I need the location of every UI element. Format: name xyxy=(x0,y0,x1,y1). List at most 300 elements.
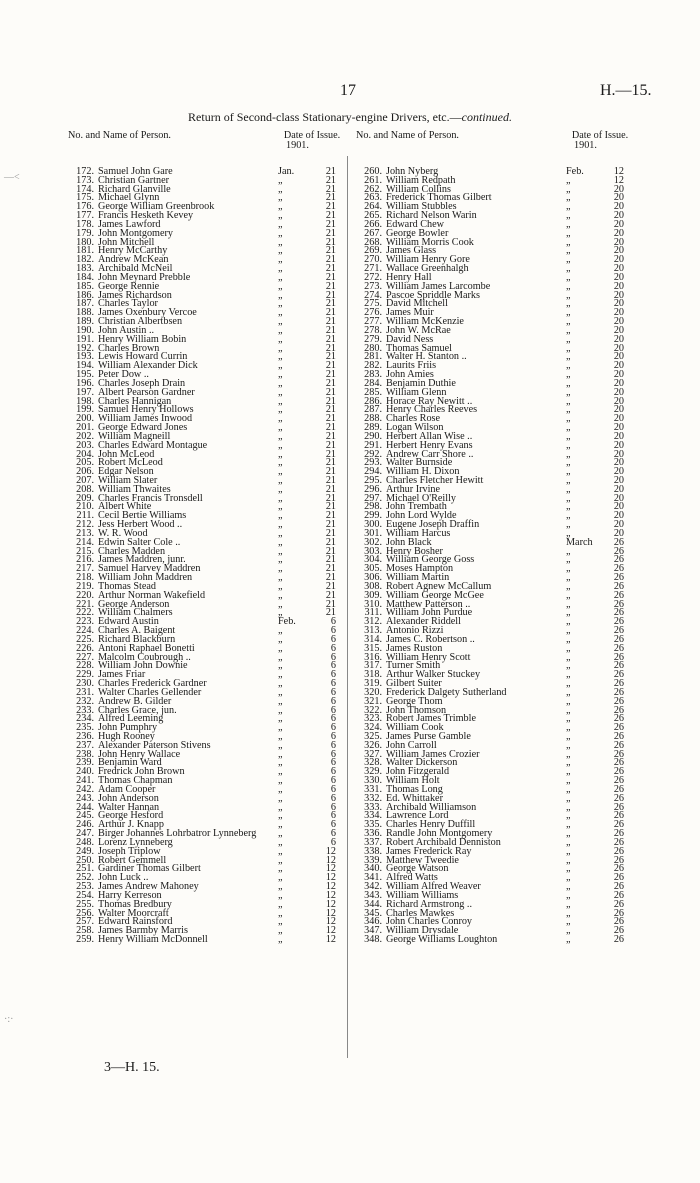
entry-number: 268. xyxy=(364,236,382,248)
issue-day: 21 xyxy=(325,466,336,478)
issue-day: 21 xyxy=(325,572,336,584)
issue-month: „ xyxy=(566,360,571,372)
person-name: William John Purdue xyxy=(386,607,473,619)
issue-day: 6 xyxy=(330,757,336,769)
issue-month: „ xyxy=(566,713,571,725)
person-name: George Anderson xyxy=(98,598,170,610)
issue-month: „ xyxy=(278,766,283,778)
issue-month: „ xyxy=(278,783,283,795)
person-name: Andrew McKean xyxy=(98,254,169,266)
entry-number: 214. xyxy=(76,536,94,548)
issue-day: 21 xyxy=(325,369,336,381)
issue-month: „ xyxy=(566,907,571,919)
issue-month: „ xyxy=(278,731,283,742)
issue-month: „ xyxy=(278,828,283,840)
entry-number: 198. xyxy=(76,395,94,407)
person-name: James Lawford xyxy=(98,218,161,230)
person-name: Eugene Joseph Draffin xyxy=(386,519,480,531)
issue-day: 20 xyxy=(613,210,624,222)
person-name: Adam Cooper xyxy=(98,783,156,795)
person-name: Christian Albertbsen xyxy=(98,316,183,328)
issue-day: 26 xyxy=(613,828,624,840)
person-name: Lewis Howard Currin xyxy=(98,351,188,363)
column-header-name: No. and Name of Person. xyxy=(356,130,459,141)
entry-number: 305. xyxy=(364,563,382,575)
left-column-header xyxy=(68,128,368,168)
issue-day: 20 xyxy=(613,271,624,283)
issue-day: 21 xyxy=(325,492,336,504)
column-header-year: 1901. xyxy=(286,140,309,151)
issue-day: 26 xyxy=(613,836,624,848)
issue-day: 20 xyxy=(613,298,624,310)
issue-day: 26 xyxy=(613,863,624,875)
entry-number: 257. xyxy=(76,916,94,928)
person-name: Richard Nelson Warin xyxy=(386,210,477,222)
entry-number: 302. xyxy=(364,536,382,548)
issue-day: 6 xyxy=(330,678,336,690)
person-name: John Lord Wylde xyxy=(386,510,457,522)
entry-number: 219. xyxy=(76,580,94,592)
person-name: William Morris Cook xyxy=(386,236,474,248)
entry-number: 337. xyxy=(364,836,382,848)
issue-day: 26 xyxy=(613,775,624,787)
list-item xyxy=(68,936,368,945)
person-name: Edward Rainsford xyxy=(98,916,173,928)
entry-number: 280. xyxy=(364,342,382,354)
entry-number: 220. xyxy=(76,589,94,601)
issue-month: „ xyxy=(566,722,571,734)
issue-day: 21 xyxy=(325,404,336,416)
person-name: James Frederick Ray xyxy=(386,845,472,857)
person-name: Jess Herbert Wood .. xyxy=(98,519,183,531)
issue-month: „ xyxy=(566,854,571,866)
issue-day: 20 xyxy=(613,439,624,451)
issue-day: 20 xyxy=(613,342,624,354)
entry-number: 346. xyxy=(364,916,382,928)
entry-number: 295. xyxy=(364,474,382,486)
issue-day: 21 xyxy=(325,316,336,328)
person-name: Frederick Thomas Gilbert xyxy=(386,192,492,204)
entry-number: 303. xyxy=(364,545,382,557)
issue-month: „ xyxy=(278,607,283,619)
person-name: John Trembath xyxy=(386,501,447,513)
issue-month: „ xyxy=(566,651,571,663)
entry-number: 318. xyxy=(364,669,382,681)
issue-month: „ xyxy=(278,545,283,557)
issue-month: „ xyxy=(566,925,571,937)
issue-day: 26 xyxy=(613,625,624,637)
issue-day: 12 xyxy=(613,174,624,186)
issue-day: 20 xyxy=(613,289,624,301)
issue-day: 20 xyxy=(613,316,624,328)
person-name: Henry Hall xyxy=(386,271,432,283)
entry-number: 348. xyxy=(364,934,382,946)
issue-month: „ xyxy=(278,757,283,769)
issue-day: 20 xyxy=(613,413,624,425)
person-name: Herbert Allan Wise .. xyxy=(386,430,473,442)
issue-month: „ xyxy=(566,395,571,407)
person-name: Arthur Norman Wakefield xyxy=(98,589,206,601)
person-name: William Martin xyxy=(386,572,450,584)
entry-number: 185. xyxy=(76,280,94,292)
entry-number: 330. xyxy=(364,775,382,787)
issue-day: 21 xyxy=(325,448,336,460)
issue-day: 6 xyxy=(330,731,336,742)
issue-day: 26 xyxy=(613,678,624,690)
person-name: William Slater xyxy=(98,474,158,486)
person-name: Lorenz Lynneberg xyxy=(98,836,173,848)
issue-day: 26 xyxy=(613,572,624,584)
entry-number: 285. xyxy=(364,386,382,398)
issue-day: 26 xyxy=(613,554,624,566)
issue-month: „ xyxy=(278,307,283,319)
person-name: Richard Armstrong .. xyxy=(386,898,473,910)
person-name: Walter Dickerson xyxy=(386,757,458,769)
entry-number: 260. xyxy=(364,166,382,177)
person-name: Edward Chew xyxy=(386,218,444,230)
person-name: John McLeod xyxy=(98,448,155,460)
person-name: Horace Ray Newitt .. xyxy=(386,395,473,407)
issue-month: „ xyxy=(278,898,283,910)
entry-number: 332. xyxy=(364,792,382,804)
entry-number: 179. xyxy=(76,227,94,239)
person-name: Archibald Williamson xyxy=(386,801,477,813)
issue-month: „ xyxy=(278,810,283,822)
entry-number: 311. xyxy=(364,607,382,619)
issue-month: „ xyxy=(566,704,571,716)
issue-day: 26 xyxy=(613,642,624,654)
person-name: John Meynard Prebble xyxy=(98,271,191,283)
issue-day: 21 xyxy=(325,263,336,275)
entry-number: 192. xyxy=(76,342,94,354)
person-name: Michael O'Reilly xyxy=(386,492,457,504)
entry-number: 240. xyxy=(76,766,94,778)
entry-number: 261. xyxy=(364,174,382,186)
entry-number: 215. xyxy=(76,545,94,557)
issue-month: „ xyxy=(278,554,283,566)
issue-month: „ xyxy=(566,236,571,248)
person-name: Fredrick John Brown xyxy=(98,766,185,778)
entry-number: 188. xyxy=(76,307,94,319)
issue-month: „ xyxy=(566,695,571,707)
entry-number: 272. xyxy=(364,271,382,283)
issue-month: „ xyxy=(278,695,283,707)
issue-day: 21 xyxy=(325,545,336,557)
entry-number: 276. xyxy=(364,307,382,319)
issue-month: „ xyxy=(278,519,283,531)
entry-number: 338. xyxy=(364,845,382,857)
issue-month: „ xyxy=(566,598,571,610)
issue-day: 20 xyxy=(613,492,624,504)
person-name: John Austin .. xyxy=(98,324,155,336)
issue-month: Feb. xyxy=(566,166,584,177)
person-name: William Cook xyxy=(386,722,444,734)
person-name: Arthur Walker Stuckey xyxy=(386,669,481,681)
issue-day: 6 xyxy=(330,748,336,760)
issue-day: 26 xyxy=(613,545,624,557)
entry-number: 213. xyxy=(76,527,94,539)
issue-day: 12 xyxy=(325,916,336,928)
issue-day: 12 xyxy=(325,845,336,857)
person-name: William James Crozier xyxy=(386,748,480,760)
issue-day: 26 xyxy=(613,889,624,901)
person-name: Walter Hannan xyxy=(98,801,160,813)
issue-day: 26 xyxy=(613,660,624,672)
entry-number: 211. xyxy=(76,510,94,522)
issue-month: „ xyxy=(566,527,571,539)
issue-month: „ xyxy=(278,678,283,690)
issue-day: 26 xyxy=(613,792,624,804)
entry-number: 228. xyxy=(76,660,94,672)
person-name: Birger Johannes Lohrbatror Lynneberg xyxy=(98,828,257,840)
person-name: Robert Archibald Denniston xyxy=(386,836,501,848)
issue-month: „ xyxy=(566,289,571,301)
issue-day: 26 xyxy=(613,722,624,734)
issue-day: 6 xyxy=(330,713,336,725)
issue-month: „ xyxy=(278,739,283,751)
issue-day: 21 xyxy=(325,218,336,230)
issue-month: „ xyxy=(566,775,571,787)
person-name: John Amies xyxy=(386,369,434,381)
person-name: David Mitchell xyxy=(386,298,448,310)
issue-month: „ xyxy=(278,872,283,884)
entry-number: 224. xyxy=(76,625,94,637)
issue-month: „ xyxy=(566,819,571,831)
person-name: Benjamin Ward xyxy=(98,757,162,769)
person-name: James Barmby Marris xyxy=(98,925,188,937)
issue-month: „ xyxy=(566,607,571,619)
person-name: William James Larcombe xyxy=(386,280,491,292)
person-name: Alfred Watts xyxy=(386,872,438,884)
issue-day: 21 xyxy=(325,307,336,319)
issue-day: 21 xyxy=(325,510,336,522)
issue-month: „ xyxy=(566,863,571,875)
person-name: William McKenzie xyxy=(386,316,464,328)
entry-number: 233. xyxy=(76,704,94,716)
person-name: Robert James Trimble xyxy=(386,713,476,725)
issue-month: „ xyxy=(278,174,283,186)
person-name: Henry Charles Reeves xyxy=(386,404,478,416)
issue-day: 6 xyxy=(330,766,336,778)
entry-number: 177. xyxy=(76,210,94,222)
issue-day: 20 xyxy=(613,360,624,372)
person-name: Charles Grace, jun. xyxy=(98,704,177,716)
person-name: Edwin Salter Cole .. xyxy=(98,536,181,548)
right-column xyxy=(356,128,656,945)
issue-day: 12 xyxy=(325,854,336,866)
entry-number: 333. xyxy=(364,801,382,813)
entry-number: 217. xyxy=(76,563,94,575)
issue-day: 20 xyxy=(613,218,624,230)
issue-month: „ xyxy=(278,360,283,372)
issue-month: „ xyxy=(278,510,283,522)
column-header-name: No. and Name of Person. xyxy=(68,130,171,141)
issue-day: 26 xyxy=(613,845,624,857)
entry-number: 172. xyxy=(76,166,94,177)
person-name: Arthur Irvine xyxy=(386,483,441,495)
margin-mark: ·:· xyxy=(4,1014,14,1025)
person-name: Charles Joseph Drain xyxy=(98,377,186,389)
issue-month: „ xyxy=(278,413,283,425)
entry-number: 315. xyxy=(364,642,382,654)
issue-day: 21 xyxy=(325,598,336,610)
issue-month: „ xyxy=(566,218,571,230)
entry-number: 254. xyxy=(76,889,94,901)
issue-month: „ xyxy=(566,889,571,901)
issue-month: „ xyxy=(566,563,571,575)
entry-number: 304. xyxy=(364,554,382,566)
issue-day: 20 xyxy=(613,386,624,398)
issue-month: „ xyxy=(566,642,571,654)
issue-day: 26 xyxy=(613,713,624,725)
issue-month: „ xyxy=(566,757,571,769)
person-name: Antonio Rizzi xyxy=(386,625,444,637)
issue-month: „ xyxy=(278,836,283,848)
issue-day: 20 xyxy=(613,430,624,442)
person-name: James Maddren, junr. xyxy=(98,554,186,566)
entry-number: 267. xyxy=(364,227,382,239)
issue-day: 21 xyxy=(325,439,336,451)
issue-day: 20 xyxy=(613,483,624,495)
entry-number: 173. xyxy=(76,174,94,186)
issue-day: 21 xyxy=(325,210,336,222)
person-name: Robert Gemmell xyxy=(98,854,167,866)
issue-day: 21 xyxy=(325,527,336,539)
issue-day: 6 xyxy=(330,836,336,848)
issue-month: „ xyxy=(278,298,283,310)
entry-number: 294. xyxy=(364,466,382,478)
issue-month: „ xyxy=(278,686,283,698)
entry-number: 278. xyxy=(364,324,382,336)
person-name: Henry Bosher xyxy=(386,545,443,557)
issue-month: „ xyxy=(566,386,571,398)
person-name: John Fitzgerald xyxy=(386,766,450,778)
entry-number: 195. xyxy=(76,369,94,381)
entry-number: 242. xyxy=(76,783,94,795)
issue-month: „ xyxy=(566,625,571,637)
issue-month: „ xyxy=(278,651,283,663)
issue-day: 20 xyxy=(613,369,624,381)
person-name: Charles A. Baigent xyxy=(98,625,176,637)
issue-day: 6 xyxy=(330,819,336,831)
issue-month: „ xyxy=(566,298,571,310)
person-name: Malcolm Coubrough .. xyxy=(98,651,191,663)
person-name: Henry William Bobin xyxy=(98,333,187,345)
issue-day: 12 xyxy=(325,872,336,884)
issue-month: „ xyxy=(566,245,571,257)
entry-number: 174. xyxy=(76,183,94,195)
issue-month: „ xyxy=(566,492,571,504)
issue-day: 26 xyxy=(613,563,624,575)
person-name: Christian Gartner xyxy=(98,174,170,186)
person-name: William H. Dixon xyxy=(386,466,460,478)
entry-number: 204. xyxy=(76,448,94,460)
person-name: Antoni Raphael Bonetti xyxy=(98,642,195,654)
issue-day: 12 xyxy=(325,925,336,937)
issue-day: 20 xyxy=(613,263,624,275)
issue-month: „ xyxy=(566,192,571,204)
issue-day: 21 xyxy=(325,360,336,372)
person-name: Michael Glynn xyxy=(98,192,160,204)
issue-day: 20 xyxy=(613,404,624,416)
entry-number: 328. xyxy=(364,757,382,769)
entry-number: 186. xyxy=(76,289,94,301)
entry-number: 246. xyxy=(76,819,94,831)
column-divider xyxy=(347,156,348,1058)
issue-month: „ xyxy=(566,669,571,681)
entry-number: 341. xyxy=(364,872,382,884)
issue-month: „ xyxy=(278,669,283,681)
right-column-header xyxy=(356,128,656,168)
issue-day: 21 xyxy=(325,280,336,292)
issue-month: „ xyxy=(278,889,283,901)
entry-number: 345. xyxy=(364,907,382,919)
person-name: John Carroll xyxy=(386,739,437,751)
issue-day: 21 xyxy=(325,174,336,186)
issue-day: 20 xyxy=(613,183,624,195)
issue-month: „ xyxy=(566,369,571,381)
person-name: Andrew Carr Shore .. xyxy=(386,448,474,460)
page-number: 17 xyxy=(340,82,356,99)
entry-number: 255. xyxy=(76,898,94,910)
entry-number: 279. xyxy=(364,333,382,345)
person-name: David Ness xyxy=(386,333,434,345)
issue-month: „ xyxy=(278,633,283,645)
entry-number: 247. xyxy=(76,828,94,840)
person-name: George Thom xyxy=(386,695,443,707)
entry-number: 287. xyxy=(364,404,382,416)
entry-number: 230. xyxy=(76,678,94,690)
issue-month: „ xyxy=(566,280,571,292)
issue-day: 6 xyxy=(330,783,336,795)
issue-month: „ xyxy=(566,686,571,698)
entry-number: 205. xyxy=(76,457,94,469)
issue-day: 26 xyxy=(613,810,624,822)
person-name: Charles Fletcher Hewitt xyxy=(386,474,484,486)
entry-number: 282. xyxy=(364,360,382,372)
entry-number: 229. xyxy=(76,669,94,681)
person-name: John Luck .. xyxy=(98,872,149,884)
issue-month: „ xyxy=(566,174,571,186)
entry-number: 300. xyxy=(364,519,382,531)
entry-number: 263. xyxy=(364,192,382,204)
issue-day: 20 xyxy=(613,333,624,345)
person-name: Lawrence Lord xyxy=(386,810,449,822)
issue-month: „ xyxy=(278,263,283,275)
entry-number: 325. xyxy=(364,731,382,742)
entry-number: 202. xyxy=(76,430,94,442)
issue-month: „ xyxy=(278,395,283,407)
issue-month: „ xyxy=(278,881,283,893)
issue-day: 6 xyxy=(330,801,336,813)
entry-number: 234. xyxy=(76,713,94,725)
issue-day: 26 xyxy=(613,748,624,760)
issue-day: 6 xyxy=(330,651,336,663)
person-name: Charles Henry Duffill xyxy=(386,819,476,831)
issue-day: 26 xyxy=(613,898,624,910)
issue-day: 20 xyxy=(613,510,624,522)
person-name: William John Maddren xyxy=(98,572,193,584)
entry-number: 340. xyxy=(364,863,382,875)
issue-month: „ xyxy=(566,881,571,893)
person-name: Walter Burnside xyxy=(386,457,453,469)
issue-day: 21 xyxy=(325,333,336,345)
entry-number: 180. xyxy=(76,236,94,248)
entry-number: 339. xyxy=(364,854,382,866)
issue-day: 21 xyxy=(325,413,336,425)
person-name: John Henry Wallace xyxy=(98,748,181,760)
title-continued: continued. xyxy=(461,110,512,124)
